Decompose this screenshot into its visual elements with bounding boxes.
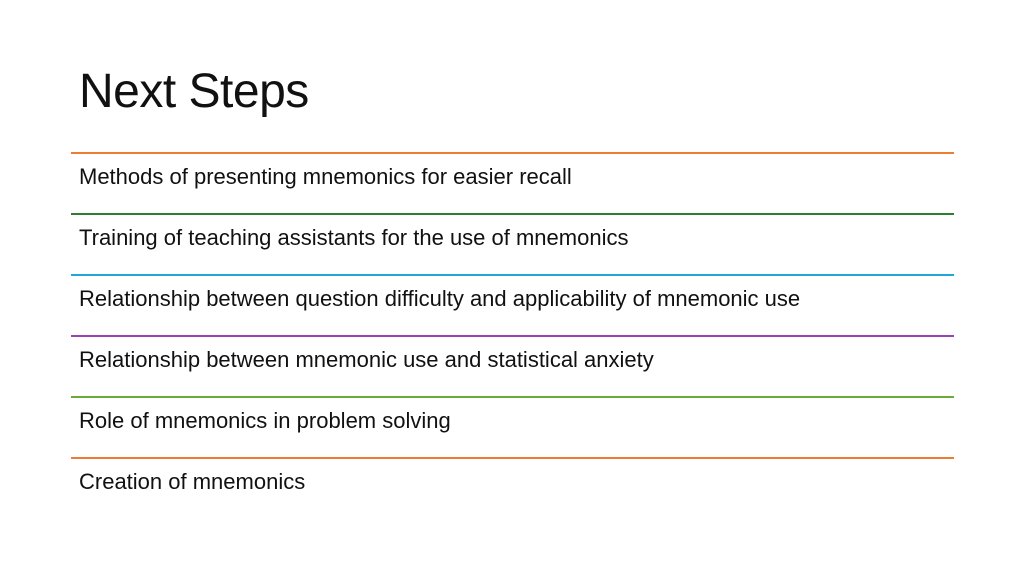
list-item-label: Training of teaching assistants for the use of mnemonics <box>79 225 629 250</box>
list-item <box>71 396 954 457</box>
list-item-label: Relationship between mnemonic use and statistical anxiety <box>79 347 654 372</box>
list-item-label: Methods of presenting mnemonics for easier recall <box>79 164 572 189</box>
next-steps-list <box>71 152 954 518</box>
slide-title: Next Steps <box>79 65 309 118</box>
list-item <box>71 274 954 335</box>
list-item <box>71 335 954 396</box>
list-item-label: Role of mnemonics in problem solving <box>79 408 451 433</box>
list-item-label: Creation of mnemonics <box>79 469 306 494</box>
list-item <box>71 152 954 213</box>
list-item <box>71 213 954 274</box>
list-item-label: Relationship between question difficulty and applicability of mnemonic use <box>79 286 801 311</box>
list-item <box>71 457 954 518</box>
